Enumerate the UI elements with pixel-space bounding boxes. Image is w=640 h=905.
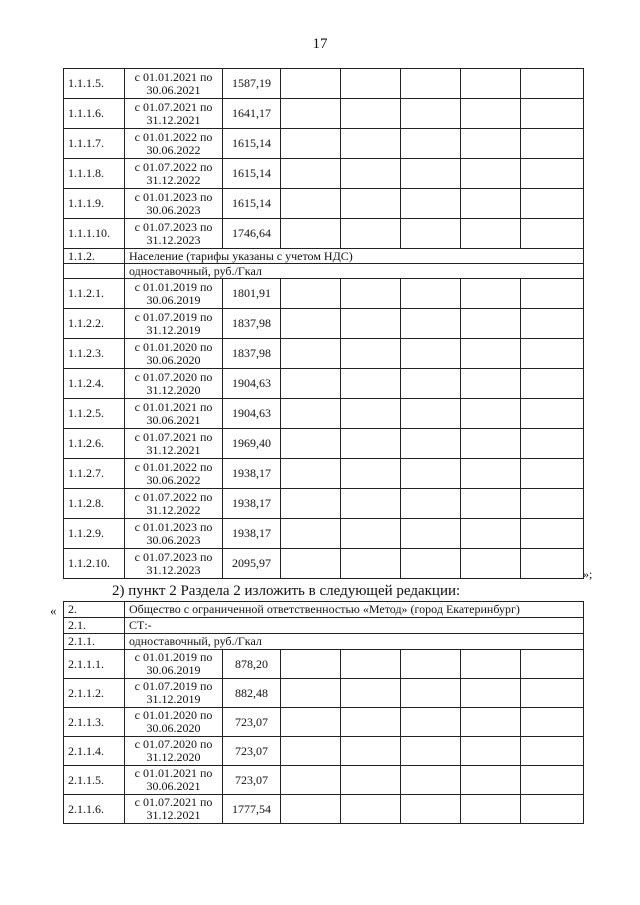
row-value: 878,20 — [223, 650, 281, 679]
row-value: 1615,14 — [223, 159, 281, 189]
period-from: с 01.07.2023 по — [134, 219, 213, 234]
empty-cell — [281, 429, 341, 459]
empty-cell — [401, 489, 461, 519]
row-value: 1837,98 — [223, 339, 281, 369]
period-to: 31.12.2021 — [146, 808, 201, 822]
table-row — [64, 129, 584, 159]
empty-cell — [281, 189, 341, 219]
period-to: 30.06.2019 — [146, 663, 201, 677]
period-from: с 01.01.2021 по — [134, 766, 213, 780]
empty-cell — [341, 219, 401, 249]
empty-cell — [401, 189, 461, 219]
empty-cell — [401, 459, 461, 489]
empty-cell — [461, 519, 521, 549]
sub-label: одноставочный, руб./Гкал — [125, 634, 584, 650]
empty-cell — [401, 708, 461, 737]
table-row — [64, 737, 584, 766]
table-row — [64, 279, 584, 309]
table-row — [64, 679, 584, 708]
row-period — [125, 519, 223, 549]
empty-cell — [341, 399, 401, 429]
period-to: 30.06.2019 — [146, 292, 201, 307]
row-code: 1.1.2.10. — [64, 549, 125, 579]
row-code: 1.1.2.1. — [64, 279, 125, 309]
empty-cell — [521, 459, 584, 489]
period-to: 30.06.2023 — [146, 202, 201, 217]
empty-cell — [401, 159, 461, 189]
empty-cell — [281, 489, 341, 519]
empty-cell — [401, 549, 461, 579]
row-value: 882,48 — [223, 679, 281, 708]
empty-cell — [461, 189, 521, 219]
empty-cell — [521, 369, 584, 399]
st-code: 2.1. — [64, 618, 125, 634]
period-from: с 01.01.2019 по — [134, 279, 213, 294]
row-period — [125, 737, 223, 766]
empty-cell — [341, 489, 401, 519]
row-value: 1969,40 — [223, 429, 281, 459]
empty-cell — [521, 159, 584, 189]
empty-cell — [401, 69, 461, 99]
period-to: 30.06.2020 — [146, 721, 201, 735]
empty-cell — [461, 69, 521, 99]
table-row — [64, 339, 584, 369]
table-row — [64, 369, 584, 399]
row-period — [125, 219, 223, 249]
table-row — [64, 795, 584, 824]
empty-cell — [401, 519, 461, 549]
table-row — [64, 264, 584, 279]
empty-cell — [341, 369, 401, 399]
period-to: 30.06.2020 — [146, 352, 201, 367]
row-period — [125, 129, 223, 159]
table-row — [64, 159, 584, 189]
tariff-table-heat — [63, 68, 584, 579]
empty-cell — [521, 519, 584, 549]
empty-cell — [521, 679, 584, 708]
empty-cell — [281, 369, 341, 399]
empty-cell — [461, 459, 521, 489]
empty-cell — [521, 69, 584, 99]
empty-cell — [341, 549, 401, 579]
row-code: 2.1.1.3. — [64, 708, 125, 737]
row-value: 1587,19 — [223, 69, 281, 99]
empty-cell — [521, 489, 584, 519]
period-from: с 01.01.2022 по — [134, 459, 213, 474]
empty-cell — [281, 279, 341, 309]
org-name: Общество с ограниченной ответственностью «Метод» (город Екатеринбург) — [125, 602, 584, 618]
table-row — [64, 708, 584, 737]
row-code: 1.1.2.5. — [64, 399, 125, 429]
period-from: с 01.01.2019 по — [134, 650, 213, 664]
empty-cell — [281, 679, 341, 708]
row-value: 1801,91 — [223, 279, 281, 309]
empty-cell — [341, 189, 401, 219]
period-to: 31.12.2022 — [146, 172, 201, 187]
empty-cell — [281, 795, 341, 824]
row-period — [125, 339, 223, 369]
row-value: 2095,97 — [223, 549, 281, 579]
section-title: Население (тарифы указаны с учетом НДС) — [125, 249, 584, 264]
row-period — [125, 279, 223, 309]
table-row — [64, 549, 584, 579]
empty-cell — [341, 339, 401, 369]
empty-cell — [341, 69, 401, 99]
st-label: СТ:- — [125, 618, 584, 634]
period-to: 30.06.2023 — [146, 532, 201, 547]
row-value: 1938,17 — [223, 519, 281, 549]
table-row — [64, 519, 584, 549]
empty-cell — [461, 737, 521, 766]
table-row — [64, 429, 584, 459]
empty-cell — [521, 737, 584, 766]
row-value: 723,07 — [223, 766, 281, 795]
period-from: с 01.07.2019 по — [134, 309, 213, 324]
period-from: с 01.01.2023 по — [134, 189, 213, 204]
empty-cell — [281, 708, 341, 737]
table-row — [64, 650, 584, 679]
row-code: 1.1.1.10. — [64, 219, 125, 249]
section-code: 1.1.2. — [64, 249, 125, 264]
table-row — [64, 189, 584, 219]
empty-cell — [461, 339, 521, 369]
row-value: 1938,17 — [223, 459, 281, 489]
empty-cell — [521, 309, 584, 339]
period-from: с 01.07.2023 по — [134, 549, 213, 564]
period-to: 31.12.2019 — [146, 322, 201, 337]
empty-cell — [341, 679, 401, 708]
empty-cell — [401, 99, 461, 129]
row-code: 1.1.2.3. — [64, 339, 125, 369]
org-code: 2. — [64, 602, 125, 618]
empty-cell — [401, 399, 461, 429]
row-code: 1.1.1.9. — [64, 189, 125, 219]
empty-cell — [461, 99, 521, 129]
row-value: 1837,98 — [223, 309, 281, 339]
period-to: 30.06.2022 — [146, 142, 201, 157]
row-period — [125, 650, 223, 679]
table-row — [64, 766, 584, 795]
tariff-table-metod — [63, 601, 584, 824]
empty-cell — [281, 219, 341, 249]
period-to: 31.12.2023 — [146, 562, 201, 577]
empty-cell — [281, 737, 341, 766]
empty-cell — [341, 737, 401, 766]
row-code: 2.1.1.1. — [64, 650, 125, 679]
period-from: с 01.01.2023 по — [134, 519, 213, 534]
row-period — [125, 159, 223, 189]
row-period — [125, 429, 223, 459]
period-from: с 01.07.2019 по — [134, 679, 213, 693]
empty-cell — [401, 219, 461, 249]
empty-cell — [341, 650, 401, 679]
empty-cell — [281, 309, 341, 339]
empty-cell — [521, 279, 584, 309]
row-period — [125, 459, 223, 489]
row-code: 1.1.2.2. — [64, 309, 125, 339]
empty-cell — [401, 309, 461, 339]
empty-cell — [461, 369, 521, 399]
sub-code: 2.1.1. — [64, 634, 125, 650]
empty-cell — [401, 679, 461, 708]
period-to: 30.06.2021 — [146, 412, 201, 427]
empty-cell — [461, 766, 521, 795]
row-code: 1.1.2.7. — [64, 459, 125, 489]
period-to: 31.12.2021 — [146, 112, 201, 127]
period-from: с 01.07.2021 по — [134, 99, 213, 114]
empty-cell — [461, 159, 521, 189]
period-from: с 01.07.2021 по — [134, 429, 213, 444]
empty-cell — [341, 766, 401, 795]
row-code: 1.1.1.6. — [64, 99, 125, 129]
empty-cell — [341, 429, 401, 459]
row-value: 1938,17 — [223, 489, 281, 519]
row-value: 1615,14 — [223, 189, 281, 219]
empty-cell — [521, 129, 584, 159]
empty-cell — [401, 795, 461, 824]
row-value: 1746,64 — [223, 219, 281, 249]
row-value: 1904,63 — [223, 369, 281, 399]
empty-cell — [461, 708, 521, 737]
period-from: с 01.07.2022 по — [134, 489, 213, 504]
row-value: 1777,54 — [223, 795, 281, 824]
empty-cell — [341, 159, 401, 189]
empty-cell — [461, 219, 521, 249]
row-period — [125, 309, 223, 339]
empty-cell — [281, 519, 341, 549]
empty-cell — [521, 650, 584, 679]
empty-cell — [521, 219, 584, 249]
row-value: 1641,17 — [223, 99, 281, 129]
row-code: 2.1.1.5. — [64, 766, 125, 795]
row-period — [125, 549, 223, 579]
period-to: 31.12.2019 — [146, 692, 201, 706]
empty-cell — [341, 708, 401, 737]
empty-cell — [521, 399, 584, 429]
empty-cell — [281, 339, 341, 369]
opening-quote: « — [50, 603, 57, 618]
empty-cell — [521, 189, 584, 219]
empty-cell — [281, 69, 341, 99]
row-code: 2.1.1.6. — [64, 795, 125, 824]
table-row — [64, 399, 584, 429]
table-row — [64, 489, 584, 519]
row-period — [125, 69, 223, 99]
empty-cell — [281, 549, 341, 579]
empty-cell — [281, 129, 341, 159]
table-row — [64, 602, 584, 618]
table-row — [64, 99, 584, 129]
empty-cell — [281, 650, 341, 679]
table-row — [64, 309, 584, 339]
empty-cell — [281, 99, 341, 129]
row-period — [125, 679, 223, 708]
section-subtitle: одноставочный, руб./Гкал — [125, 264, 584, 279]
period-from: с 01.01.2021 по — [134, 69, 213, 84]
empty-cell — [521, 795, 584, 824]
empty-cell — [461, 679, 521, 708]
empty-cell — [521, 549, 584, 579]
empty-cell — [281, 159, 341, 189]
empty-cell — [341, 795, 401, 824]
row-value: 1615,14 — [223, 129, 281, 159]
closing-quote: »; — [583, 567, 593, 581]
row-period — [125, 369, 223, 399]
row-code: 1.1.2.9. — [64, 519, 125, 549]
period-from: с 01.07.2020 по — [134, 369, 213, 384]
page-number: 17 — [312, 36, 328, 52]
period-from: с 01.01.2020 по — [134, 339, 213, 354]
empty-cell — [521, 708, 584, 737]
empty-cell — [461, 549, 521, 579]
table-row — [64, 69, 584, 99]
period-from: с 01.01.2022 по — [134, 129, 213, 144]
row-code: 2.1.1.2. — [64, 679, 125, 708]
empty-cell — [461, 795, 521, 824]
empty-cell — [461, 650, 521, 679]
empty-cell — [461, 309, 521, 339]
empty-cell — [401, 279, 461, 309]
period-to: 31.12.2020 — [146, 382, 201, 397]
period-to: 31.12.2021 — [146, 442, 201, 457]
empty-cell — [461, 279, 521, 309]
row-period — [125, 766, 223, 795]
empty-cell — [401, 737, 461, 766]
row-code: 1.1.1.7. — [64, 129, 125, 159]
empty-cell — [521, 766, 584, 795]
period-from: с 01.07.2020 по — [134, 737, 213, 751]
row-value: 723,07 — [223, 737, 281, 766]
row-period — [125, 489, 223, 519]
empty-cell — [281, 766, 341, 795]
row-period — [125, 99, 223, 129]
empty-cell — [401, 429, 461, 459]
period-to: 30.06.2021 — [146, 82, 201, 97]
empty-cell — [341, 459, 401, 489]
empty-cell — [461, 399, 521, 429]
period-to: 31.12.2023 — [146, 232, 201, 247]
table-row — [64, 249, 584, 264]
row-period — [125, 189, 223, 219]
empty-cell — [64, 264, 125, 279]
period-to: 30.06.2022 — [146, 472, 201, 487]
empty-cell — [281, 399, 341, 429]
period-from: с 01.07.2021 по — [134, 795, 213, 809]
row-code: 1.1.1.8. — [64, 159, 125, 189]
empty-cell — [341, 129, 401, 159]
empty-cell — [341, 309, 401, 339]
period-from: с 01.01.2021 по — [134, 399, 213, 414]
empty-cell — [521, 429, 584, 459]
empty-cell — [401, 650, 461, 679]
period-to: 30.06.2021 — [146, 779, 201, 793]
row-value: 1904,63 — [223, 399, 281, 429]
row-code: 1.1.2.4. — [64, 369, 125, 399]
table-row — [64, 634, 584, 650]
table-row — [64, 459, 584, 489]
empty-cell — [521, 339, 584, 369]
empty-cell — [341, 279, 401, 309]
row-code: 2.1.1.4. — [64, 737, 125, 766]
period-to: 31.12.2022 — [146, 502, 201, 517]
row-code: 1.1.1.5. — [64, 69, 125, 99]
empty-cell — [401, 339, 461, 369]
empty-cell — [281, 459, 341, 489]
empty-cell — [401, 369, 461, 399]
row-period — [125, 399, 223, 429]
empty-cell — [341, 99, 401, 129]
empty-cell — [341, 519, 401, 549]
row-period — [125, 708, 223, 737]
table-row — [64, 219, 584, 249]
empty-cell — [521, 99, 584, 129]
table-row — [64, 618, 584, 634]
amendment-note: 2) пункт 2 Раздела 2 изложить в следующей редакции: — [112, 583, 461, 599]
row-code: 1.1.2.8. — [64, 489, 125, 519]
empty-cell — [461, 129, 521, 159]
row-value: 723,07 — [223, 708, 281, 737]
empty-cell — [401, 766, 461, 795]
empty-cell — [461, 489, 521, 519]
row-period — [125, 795, 223, 824]
period-from: с 01.01.2020 по — [134, 708, 213, 722]
period-to: 31.12.2020 — [146, 750, 201, 764]
empty-cell — [461, 429, 521, 459]
row-code: 1.1.2.6. — [64, 429, 125, 459]
empty-cell — [401, 129, 461, 159]
period-from: с 01.07.2022 по — [134, 159, 213, 174]
